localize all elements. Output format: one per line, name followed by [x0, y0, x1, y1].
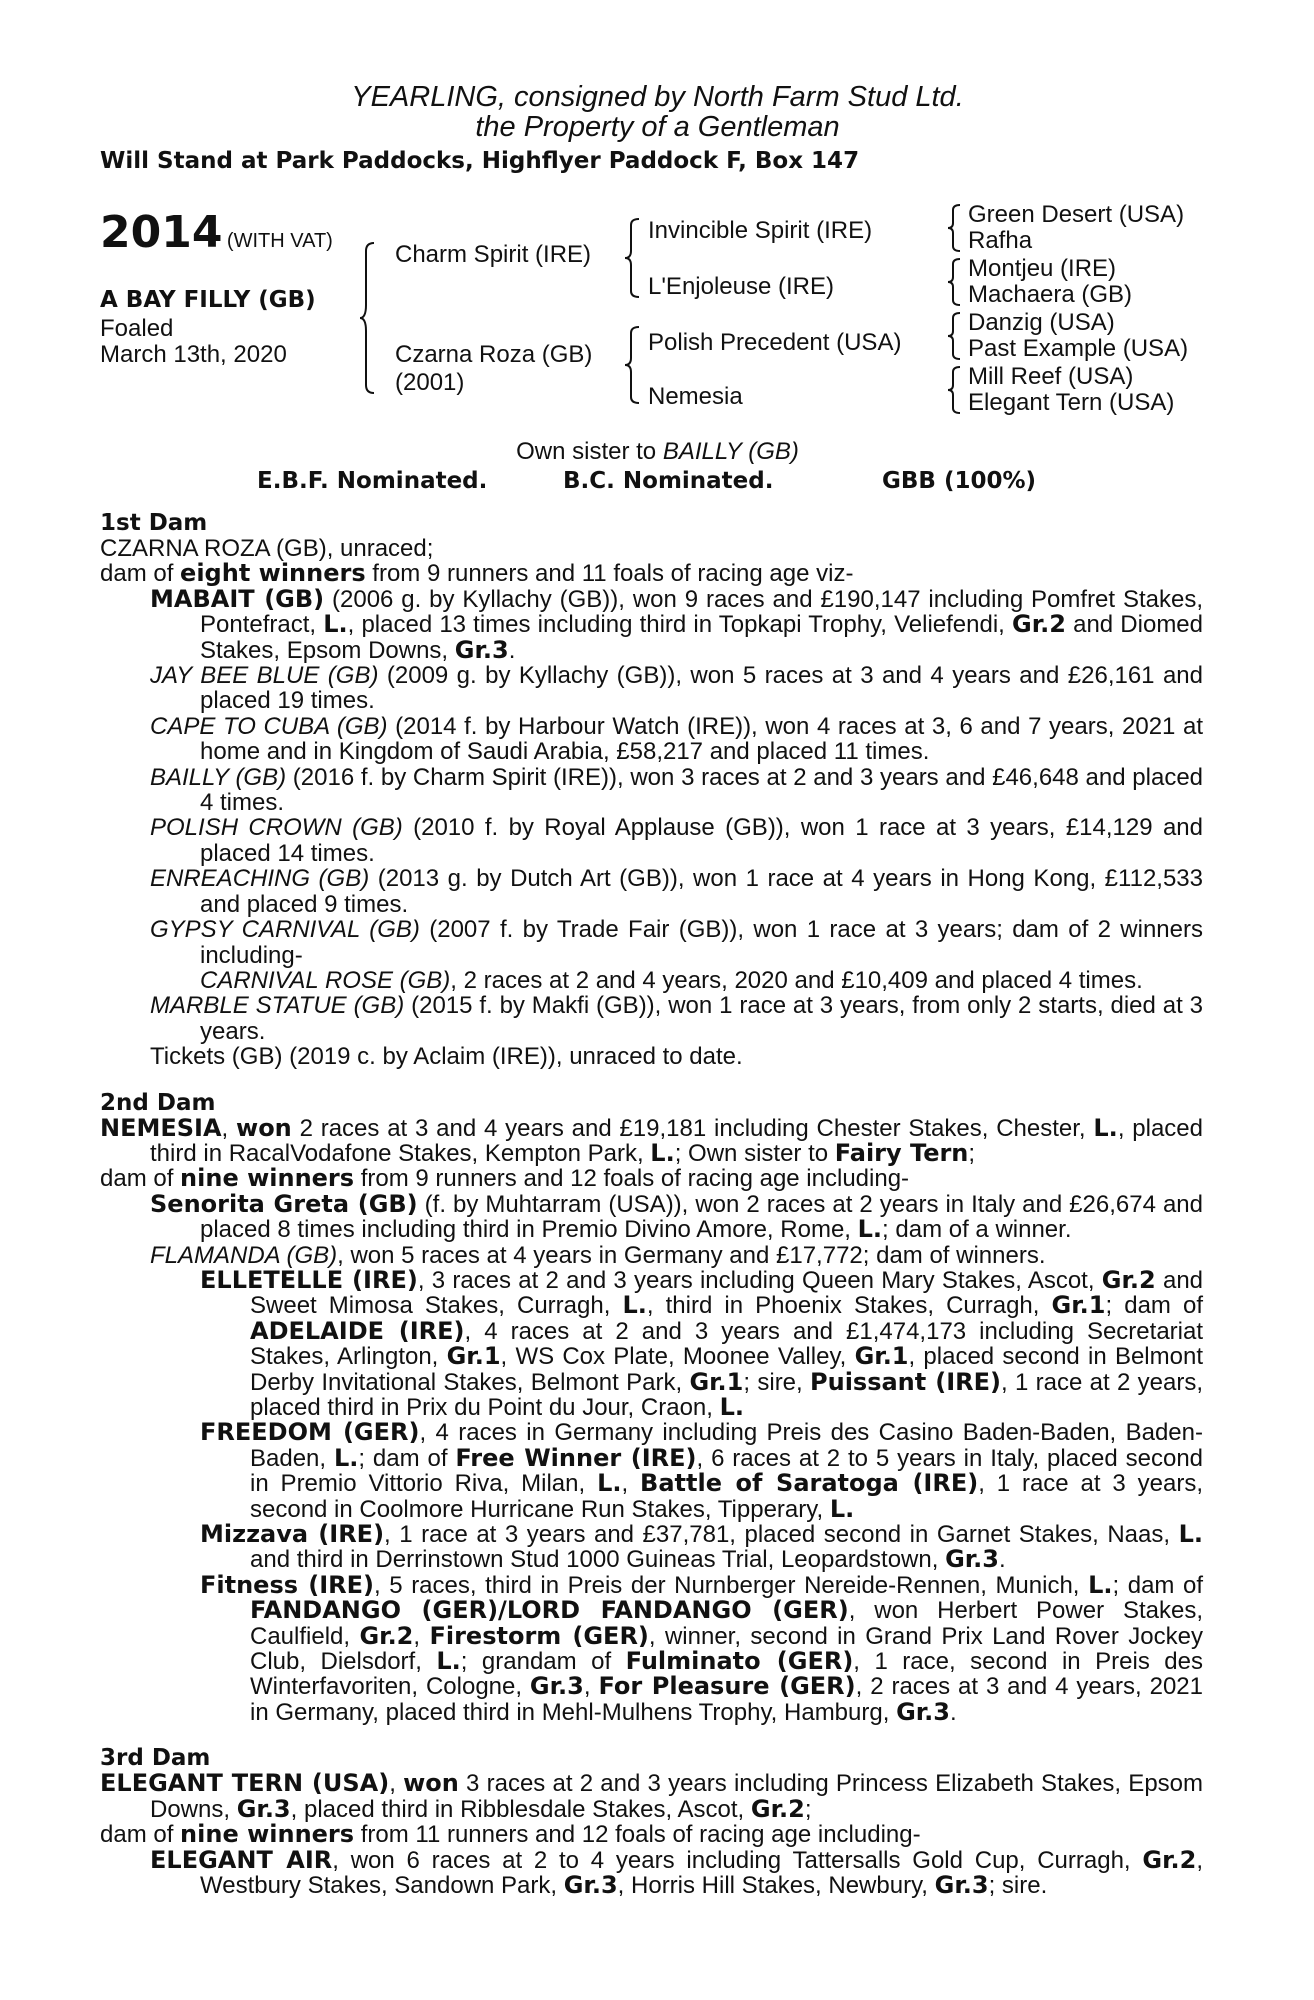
property-line: the Property of a Gentleman [475, 111, 840, 143]
foaled-date: March 13th, 2020 [100, 341, 287, 368]
dam-name: Czarna Roza (GB) [395, 341, 593, 368]
sire-dam: L'Enjoleuse (IRE) [648, 273, 834, 300]
produce-entry: POLISH CROWN (GB) (2010 f. by Royal Applause (GB)), won 1 race at 3 years, £14,129 and placed 14 times. [150, 814, 1203, 867]
pedigree-brace-dam [627, 327, 641, 403]
dam-sire-dam: Past Example (USA) [968, 335, 1189, 362]
dam-sire-sire: Danzig (USA) [968, 309, 1115, 336]
produce-entry: GYPSY CARNIVAL (GB) (2007 f. by Trade Fair (GB)), won 1 race at 3 years; dam of 2 winners including- [150, 916, 1203, 969]
pedigree-brace-sire [627, 219, 641, 297]
sire-name: Charm Spirit (IRE) [395, 241, 592, 268]
second-dam-heading: 2nd Dam [100, 1089, 216, 1116]
produce-entry: FLAMANDA (GB), won 5 races at 4 years in Germany and £17,772; dam of winners. [150, 1241, 1046, 1269]
pedigree-block [0, 195, 1314, 440]
produce-entry: FREEDOM (GER), 4 races in Germany including Preis des Casino Baden-Baden, Baden-Baden, L.; dam of Free Winner (IRE), 6 races at 2 to 5 years in Italy, placed second in Premio Vittorio Riva, Milan, L., Battle of Saratoga (IRE), 1 race at 3 years, second in Coolmore Hurricane Run Stakes, Tipperary, L. [200, 1418, 1204, 1523]
own-sister-name: BAILLY (GB) [662, 438, 799, 465]
dam-dam-sire: Mill Reef (USA) [968, 363, 1134, 390]
produce-entry: Senorita Greta (GB) (f. by Muhtarram (USA)), won 2 races at 2 years in Italy and £26,674 and placed 8 times including third in Premio Divino Amore, Rome, L.; dam of a winner. [150, 1189, 1203, 1244]
first-dam-heading: 1st Dam [100, 510, 208, 536]
foaled-label: Foaled [100, 315, 174, 342]
lot-year: 2014 [100, 207, 223, 258]
lot-notes [100, 438, 1215, 498]
pedigree-notes-body [100, 510, 1203, 1898]
produce-entry: MABAIT (GB) (2006 g. by Kyllachy (GB)), won 9 races and £190,147 including Pomfret Stakes, Pontefract, L., placed 13 times including third in Topkapi Trophy, Veliefendi, Gr.2 and Diomed Stakes, Epsom Downs, Gr.3. [150, 584, 1204, 664]
dam-year: (2001) [395, 369, 465, 396]
sire-dam-dam: Machaera (GB) [968, 281, 1133, 308]
pedigree-brace-dd [948, 367, 962, 413]
gbb-note: GBB (100%) [882, 468, 1037, 494]
third-dam-intro: ELEGANT TERN (USA), won 3 races at 2 and 3 years including Princess Elizabeth Stakes, Epsom Downs, Gr.3, placed third in Ribblesdale Stakes, Ascot, Gr.2; [100, 1769, 1203, 1823]
lot-header [100, 82, 1215, 176]
produce-entry: ELEGANT AIR, won 6 races at 2 to 4 years including Tattersalls Gold Cup, Curragh, Gr.2, Westbury Stakes, Sandown Park, Gr.3, Horris Hill Stakes, Newbury, Gr.3; sire. [150, 1845, 1203, 1899]
produce-entry: Mizzava (IRE), 1 race at 3 years and £37,781, placed second in Garnet Stakes, Naas, L. and third in Derrinstown Stud 1000 Guineas Trial, Leopardstown, Gr.3. [200, 1520, 1203, 1574]
produce-entry: MARBLE STATUE (GB) (2015 f. by Makfi (GB)), won 1 race at 3 years, from only 2 starts, died at 3 years. [150, 992, 1203, 1045]
pedigree-brace-main [362, 243, 376, 393]
stabling-line: Will Stand at Park Paddocks, Highflyer Paddock F, Box 147 [100, 148, 860, 174]
produce-entry: ELLETELLE (IRE), 3 races at 2 and 3 years including Queen Mary Stakes, Ascot, Gr.2 and Sweet Mimosa Stakes, Curragh, L., third in Phoenix Stakes, Curragh, Gr.1; dam of ADELAIDE (IRE), 4 races at 2 and 3 years and £1,474,173 including Secretariat Stakes, Arlington, Gr.1, WS Cox Plate, Moonee Valley, Gr.1, placed second in Belmont Derby Invitational Stakes, Belmont Park, Gr.1; sire, Puissant (IRE), 1 race at 2 years, placed third in Prix du Point du Jour, Craon, L. [200, 1265, 1204, 1421]
first-dam-line2: dam of eight winners from 9 runners and 11 foals of racing age viz- [100, 559, 854, 588]
dam-dam-dam: Elegant Tern (USA) [968, 389, 1175, 416]
second-dam-intro: NEMESIA, won 2 races at 3 and 4 years and £19,181 including Chester Stakes, Chester, L., placed third in RacalVodafone Stakes, Kempton Park, L.; Own sister to Fairy Tern; [100, 1113, 1203, 1167]
pedigree-brace-ss [948, 205, 962, 251]
sire-sire-sire: Green Desert (USA) [968, 201, 1185, 228]
produce-entry: BAILLY (GB) (2016 f. by Charm Spirit (IRE)), won 3 races at 2 and 3 years and £46,648 and placed 4 times. [150, 763, 1204, 817]
third-dam-heading: 3rd Dam [100, 1745, 211, 1772]
pedigree-brace-sd [948, 259, 962, 305]
nomination-row [100, 468, 1215, 498]
dam-sire: Polish Precedent (USA) [648, 329, 902, 356]
third-dam-produce-line: dam of nine winners from 11 runners and 12 foals of racing age including- [100, 1820, 921, 1849]
consignor-line: YEARLING, consigned by North Farm Stud Ltd. [351, 81, 964, 113]
produce-entry: Fitness (IRE), 5 races, third in Preis der Nurnberger Nereide-Rennen, Munich, L.; dam of FANDANGO (GER)/LORD FANDANGO (GER), won Herbert Power Stakes, Caulfield, Gr.2, Firestorm (GER), winner, second in Grand Prix Land Rover Jockey Club, Dielsdorf, L.; grandam of Fulminato (GER), 1 race, second in Preis des Winterfavoriten, Cologne, Gr.3, For Pleasure (GER), 2 races at 3 and 4 years, 2021 in Germany, placed third in Mehl-Mulhens Trophy, Hamburg, Gr.3. [200, 1570, 1204, 1726]
dam-dam: Nemesia [648, 383, 743, 410]
bc-nominated: B.C. Nominated. [563, 468, 774, 494]
produce-entry: CAPE TO CUBA (GB) (2014 f. by Harbour Watch (IRE)), won 4 races at 3, 6 and 7 years, 2021 at home and in Kingdom of Saudi Arabia, £58,217 and placed 11 times. [150, 712, 1204, 766]
ebf-nominated: E.B.F. Nominated. [257, 468, 488, 494]
produce-entry: ENREACHING (GB) (2013 g. by Dutch Art (GB)), won 1 race at 4 years in Hong Kong, £112,533 and placed 9 times. [150, 865, 1203, 918]
produce-entry: CARNIVAL ROSE (GB), 2 races at 2 and 4 years, 2020 and £10,409 and placed 4 times. [200, 966, 1143, 994]
first-dam-line1: CZARNA ROZA (GB), unraced; [100, 535, 434, 562]
own-sister-line: Own sister to BAILLY (GB) [516, 438, 799, 465]
sire-sire: Invincible Spirit (IRE) [648, 217, 873, 244]
vat-note: (WITH VAT) [226, 230, 333, 252]
produce-entry: Tickets (GB) (2019 c. by Aclaim (IRE)), unraced to date. [150, 1043, 743, 1071]
sire-dam-sire: Montjeu (IRE) [968, 255, 1117, 282]
sire-sire-dam: Rafha [968, 227, 1033, 254]
lot-year-row [100, 207, 333, 258]
produce-entry: JAY BEE BLUE (GB) (2009 g. by Kyllachy (GB)), won 5 races at 3 and 4 years and £26,161 and placed 19 times. [150, 662, 1203, 715]
lot-name: A BAY FILLY (GB) [100, 287, 316, 313]
second-dam-produce-line: dam of nine winners from 9 runners and 12 foals of racing age including- [100, 1164, 910, 1193]
pedigree-brace-ds [948, 313, 962, 359]
